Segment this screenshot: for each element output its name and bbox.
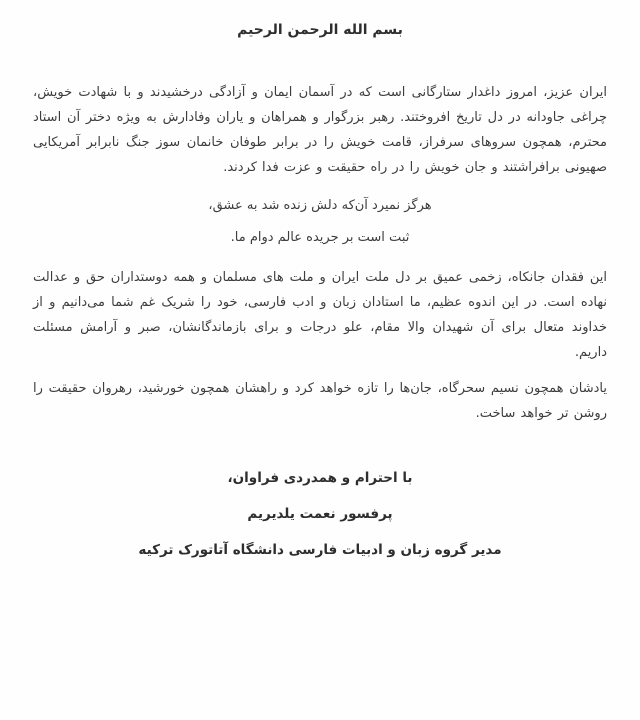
bismillah-header: بسم الله الرحمن الرحیم <box>237 22 403 38</box>
signature-block <box>33 460 607 568</box>
poem-verse-block <box>33 190 607 254</box>
signature-name: پرفسور نعمت یلدیریم <box>247 506 393 522</box>
signature-title: مدیر گروه زبان و ادبیات فارسی دانشگاه آتاتورک ترکیه <box>138 542 502 558</box>
paragraph-closing: یادشان همچون نسیم سحرگاه، جان‌ها را تازه خواهد کرد و راهشان همچون خورشید، رهروان حقیقت را روشن تر خواهد ساخت. <box>33 381 607 421</box>
verse-line-2: ثبت است بر جریده عالم دوام ما. <box>230 230 410 245</box>
paragraph-condolence-opening: ایران عزیز، امروز داغدار ستارگانی است که در آسمان ایمان و آزادگی درخشیدند و با شهادت خویش، چراغی جاودانه در دل تاریخ افروختند. رهبر بزرگوار و همراهان و یاران وفادارش به ویژه دختر آن استاد محترم، همچون سروهای سرفراز، قامت خویش را در برابر طوفان خانمان سوز جنگ نابرابر آمریکایی صهیونی برافراشتند و جان خویش را در راه حقیقت و عزت فدا کردند. <box>33 85 607 175</box>
paragraph-sympathy: این فقدان جانکاه، زخمی عمیق بر دل ملت ایران و ملت های مسلمان و همه دوستداران حق و عدالت نهاده است. در این اندوه عظیم، ما استادان زبان و ادب فارسی، خود را شریک غم شما می‌دانیم و از خداوند متعال برای آن شهیدان والا مقام، علو درجات و برای بازماندگانشان، صبر و آرامش مسئلت داریم. <box>33 270 607 360</box>
verse-line-1: هرگز نمیرد آن‌که دلش زنده شد به عشق، <box>208 198 432 213</box>
signature-salutation: با احترام و همدردی فراوان، <box>227 470 413 486</box>
